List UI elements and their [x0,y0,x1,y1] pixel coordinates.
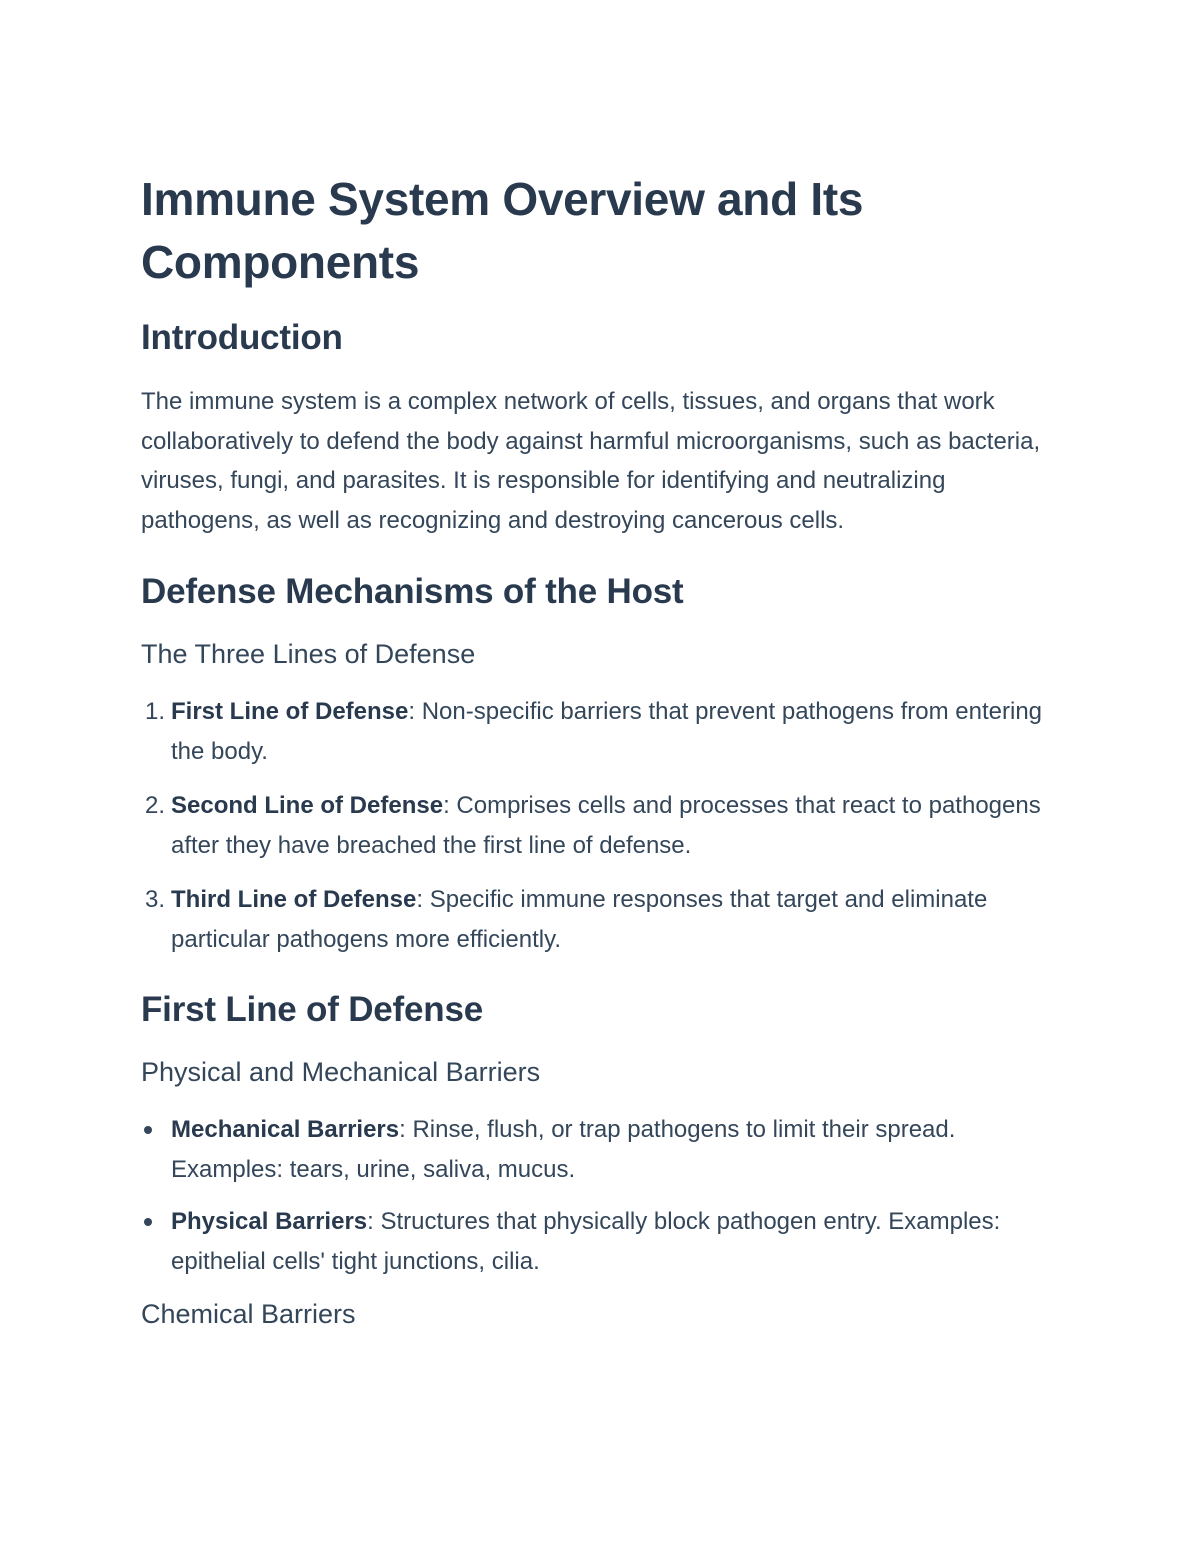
first-line-heading: First Line of Defense [141,990,483,1030]
list-item-term: Third Line of Defense [171,886,417,914]
chemical-barriers-subheading: Chemical Barriers [141,1299,356,1330]
list-item-term: Physical Barriers [171,1208,368,1236]
list-item [141,786,1061,866]
list-number: 3. [145,886,166,914]
list-item-description: : Rinse, flush, or trap pathogens to limit their spread. Examples: tears, urine, saliva, mucus. [171,1116,956,1184]
list-item-description: : Comprises cells and processes that react to pathogens after they have breached the first line of defense. [171,792,1041,860]
list-item-description: : Specific immune responses that target and eliminate particular pathogens more efficiently. [171,886,988,954]
bullet-icon [144,1126,152,1134]
introduction-heading: Introduction [141,318,343,357]
document-page [141,168,1061,1332]
list-item [141,692,1061,772]
three-lines-subheading: The Three Lines of Defense [141,639,476,670]
list-item [141,1110,1061,1190]
list-item [141,880,1061,960]
list-number: 1. [145,698,166,726]
list-item-description: : Non-specific barriers that prevent pathogens from entering the body. [171,698,1043,766]
list-item-term: Second Line of Defense [171,792,444,820]
barriers-list [141,1110,1061,1282]
list-item-term: First Line of Defense [171,698,409,726]
list-item-term: Mechanical Barriers [171,1116,400,1144]
list-number: 2. [145,792,166,820]
document-title: Immune System Overview and Its Components [141,173,864,288]
defense-mechanisms-heading: Defense Mechanisms of the Host [141,572,684,612]
bullet-icon [144,1218,152,1226]
physical-mechanical-subheading: Physical and Mechanical Barriers [141,1057,541,1088]
list-item-description: : Structures that physically block pathogen entry. Examples: epithelial cells' tight junctions, cilia. [171,1208,1001,1276]
lines-of-defense-list [141,692,1061,960]
list-item [141,1202,1061,1282]
introduction-paragraph: The immune system is a complex network of cells, tissues, and organs that work collaboratively to defend the body against harmful microorganisms, such as bacteria, viruses, fungi, and parasites. It is responsible for identifying and neutralizing pathogens, as well as recognizing and destroying cancerous cells. [141,388,1041,534]
